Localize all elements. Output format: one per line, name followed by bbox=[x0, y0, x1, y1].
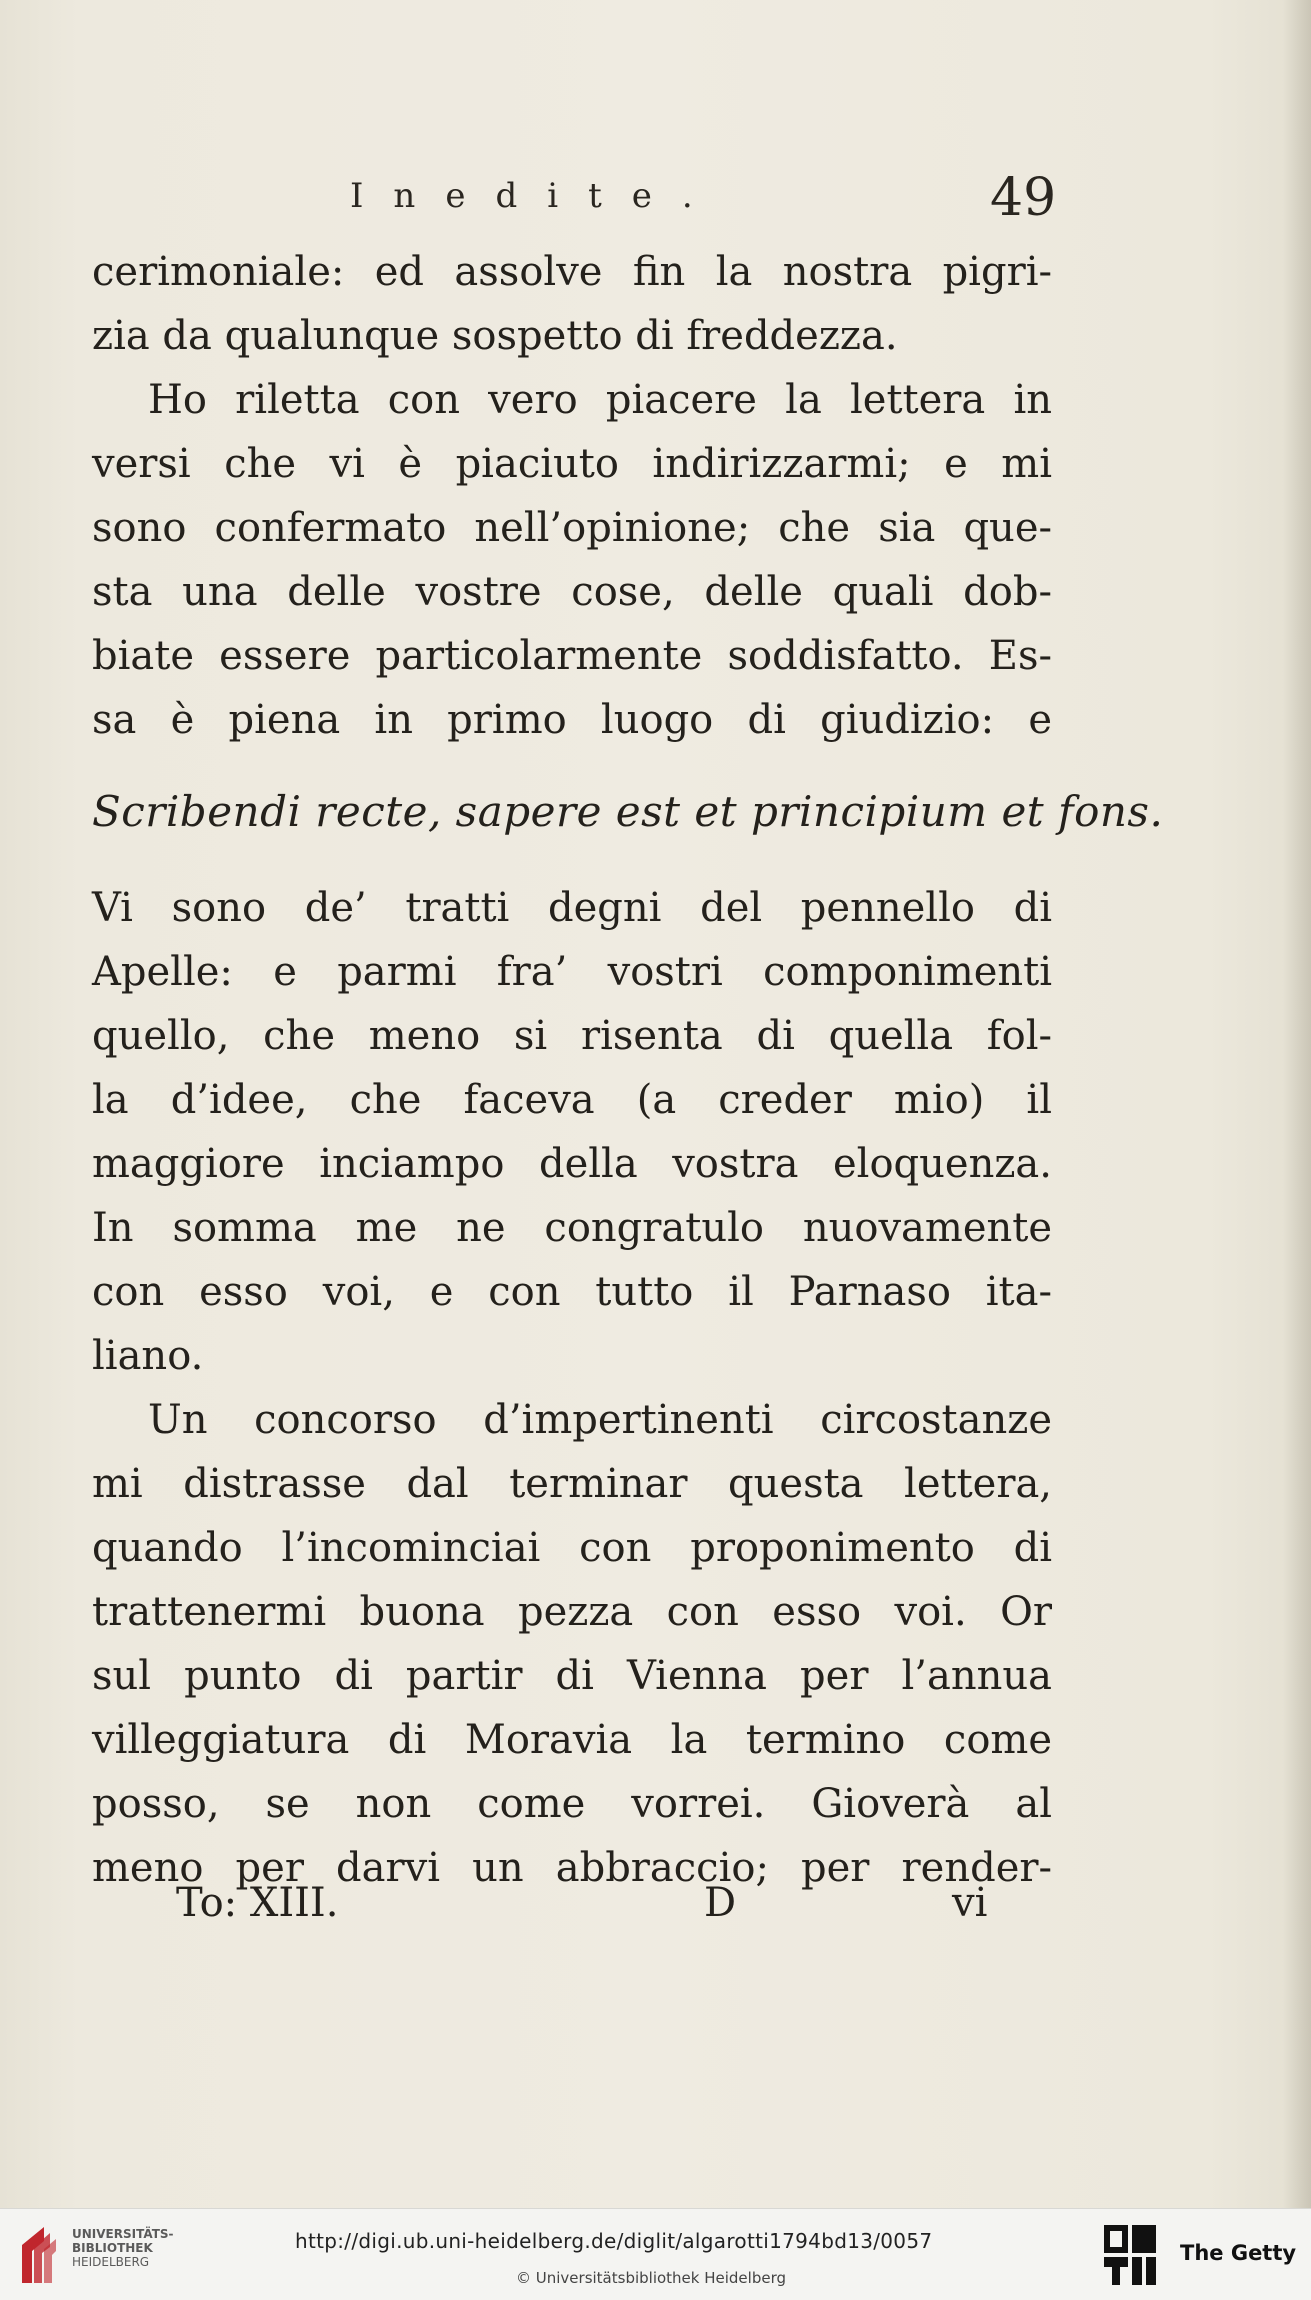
text-line: Vi sono de’ tratti degni del pennello di bbox=[92, 885, 1052, 931]
text-line: sta una delle vostre cose, delle quali dob- bbox=[92, 569, 1052, 615]
text-line: con esso voi, e con tutto il Parnaso ita- bbox=[92, 1269, 1052, 1315]
volume-mark: To: XIII. bbox=[176, 1880, 339, 1926]
text-line: In somma me ne congratulo nuovamente bbox=[92, 1205, 1052, 1251]
text-line: villeggiatura di Moravia la termino come bbox=[92, 1717, 1052, 1763]
library-line: BIBLIOTHEK bbox=[72, 2241, 153, 2255]
text-line: quello, che meno si risenta di quella fol- bbox=[92, 1013, 1052, 1059]
text-line: liano. bbox=[92, 1333, 204, 1379]
library-line: UNIVERSITÄTS- bbox=[72, 2227, 174, 2241]
footer-bar bbox=[0, 2208, 1311, 2300]
page-number: 49 bbox=[990, 168, 1057, 228]
running-head bbox=[350, 168, 1057, 238]
permalink-url[interactable]: http://digi.ub.uni-heidelberg.de/diglit/algarotti1794bd13/0057 bbox=[295, 2229, 933, 2253]
text-line: versi che vi è piaciuto indirizzarmi; e mi bbox=[92, 441, 1052, 487]
copyright-notice: © Universitätsbibliothek Heidelberg bbox=[516, 2269, 787, 2287]
catchword: vi bbox=[952, 1880, 988, 1926]
text-line: Un concorso d’impertinenti circostanze bbox=[148, 1397, 1052, 1443]
text-line: trattenermi buona pezza con esso voi. Or bbox=[92, 1589, 1052, 1635]
text-block bbox=[92, 240, 1164, 1900]
paragraph-1 bbox=[92, 240, 1052, 368]
text-line: la d’idee, che faceva (a creder mio) il bbox=[92, 1077, 1052, 1123]
text-line: sul punto di partir di Vienna per l’annua bbox=[92, 1653, 1052, 1699]
spine-shadow bbox=[1283, 0, 1311, 2208]
text-line: biate essere particolarmente soddisfatto. Es- bbox=[92, 633, 1052, 679]
text-line: sa è piena in primo luogo di giudizio: e bbox=[92, 697, 1052, 743]
signature-mark: D bbox=[704, 1880, 737, 1926]
ub-heidelberg-wordmark[interactable] bbox=[72, 2227, 174, 2269]
library-line: HEIDELBERG bbox=[72, 2255, 150, 2269]
paragraph-2 bbox=[92, 368, 1052, 752]
latin-quotation: Scribendi recte, sapere est et principium et fons. bbox=[92, 787, 1164, 836]
getty-logo-icon[interactable] bbox=[1102, 2223, 1160, 2287]
ub-heidelberg-logo-icon[interactable] bbox=[14, 2223, 62, 2287]
text-line: Ho riletta con vero piacere la lettera in bbox=[148, 377, 1052, 423]
signature-line bbox=[176, 1880, 1006, 1944]
paragraph-4 bbox=[92, 1388, 1052, 1900]
text-line: sono confermato nell’opinione; che sia que- bbox=[92, 505, 1052, 551]
paragraph-3 bbox=[92, 876, 1052, 1388]
text-line: zia da qualunque sospetto di freddezza. bbox=[92, 313, 898, 359]
text-line: meno per darvi un abbraccio; per render- bbox=[92, 1845, 1052, 1891]
text-line: quando l’incominciai con proponimento di bbox=[92, 1525, 1052, 1571]
text-line: mi distrasse dal terminar questa lettera, bbox=[92, 1461, 1052, 1507]
text-line: posso, se non come vorrei. Gioverà al bbox=[92, 1781, 1052, 1827]
text-line: maggiore inciampo della vostra eloquenza. bbox=[92, 1141, 1052, 1187]
getty-wordmark[interactable]: The Getty bbox=[1180, 2241, 1297, 2265]
running-title: Inedite. bbox=[350, 176, 723, 216]
text-line: cerimoniale: ed assolve fin la nostra pigri- bbox=[92, 249, 1052, 295]
text-line: Apelle: e parmi fra’ vostri componimenti bbox=[92, 949, 1052, 995]
